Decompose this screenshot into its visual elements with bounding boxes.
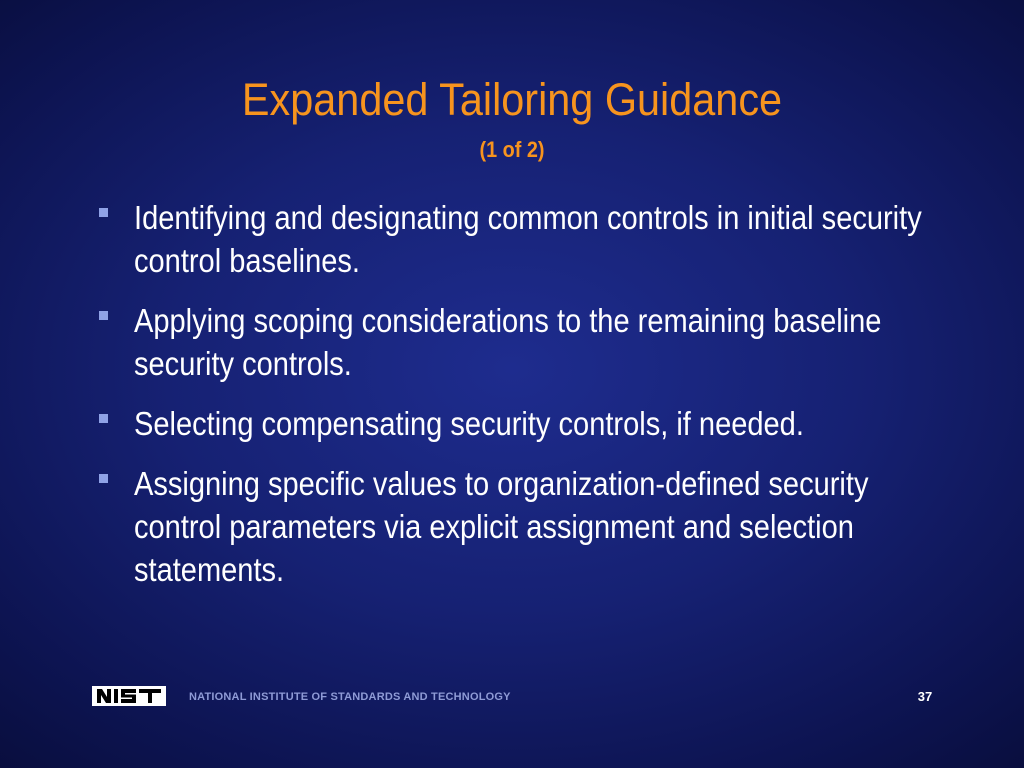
nist-logo: [92, 686, 166, 706]
bullet-text: Selecting compensating security controls, if needed.: [134, 405, 804, 442]
bullet-item: [96, 462, 956, 591]
square-bullet-icon: [99, 311, 108, 320]
bullet-text: Identifying and designating common controls in initial security control baselines.: [134, 199, 922, 279]
bullet-item: [96, 299, 956, 385]
organization-name: NATIONAL INSTITUTE OF STANDARDS AND TECHNOLOGY: [189, 691, 511, 703]
square-bullet-icon: [99, 474, 108, 483]
page-number: 37: [917, 689, 933, 704]
bullet-text: Assigning specific values to organization-defined security control parameters via explicit assignment and selection statements.: [134, 465, 869, 588]
square-bullet-icon: [99, 208, 108, 217]
slide-subtitle: (1 of 2): [479, 137, 545, 162]
square-bullet-icon: [99, 414, 108, 423]
bullet-text: Applying scoping considerations to the remaining baseline security controls.: [134, 302, 882, 382]
slide-title: Expanded Tailoring Guidance: [241, 74, 783, 125]
bullet-list: [96, 196, 956, 608]
bullet-item: [96, 402, 956, 445]
bullet-item: [96, 196, 956, 282]
